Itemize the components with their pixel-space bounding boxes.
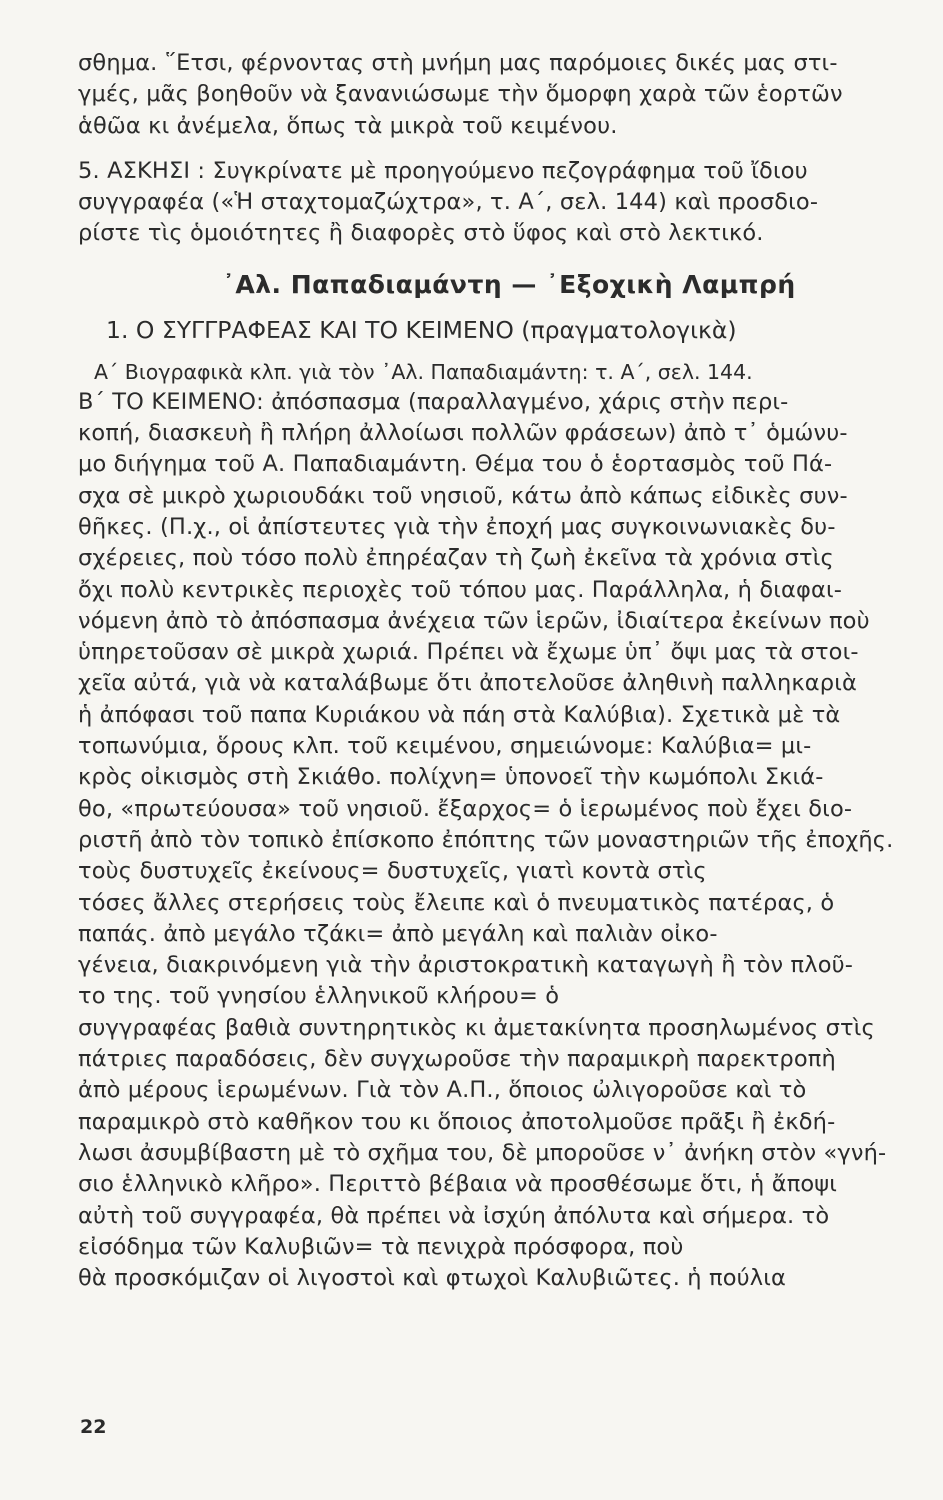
text-line: παπάς. ἀπὸ μεγάλο τζάκι= ἀπὸ μεγάλη καὶ παλιὰν οἰκο- [78, 920, 718, 947]
text-line: σχα σὲ μικρὸ χωριουδάκι τοῦ νησιοῦ, κάτω ἀπὸ κάπως εἰδικὲς συν- [78, 482, 848, 509]
text-line: 5. ΑΣΚΗΣΙ : Συγκρίνατε μὲ προηγούμενο πεζογράφημα τοῦ ἴδιου [78, 157, 808, 184]
page-content [78, 48, 910, 1294]
text-line: σιο ἑλληνικὸ κλῆρο». Περιττὸ βέβαια νὰ προσθέσωμε ὅτι, ἡ ἄποψι [78, 1171, 838, 1198]
text-line: συγγραφέα («Ἡ σταχτομαζώχτρα», τ. Α΄, σελ. 144) καὶ προσδιο- [78, 189, 819, 216]
exercise-paragraph [78, 156, 910, 250]
text-line: συγγραφέας βαθιὰ συντηρητικὸς κι ἀμετακίνητα προσηλωμένος στὶς [78, 1014, 875, 1041]
text-line: χεῖα αὐτά, γιὰ νὰ καταλάβωμε ὅτι ἀποτελοῦσε ἀληθινὴ παλληκαριὰ [78, 670, 857, 697]
text-line: αὐτὴ τοῦ συγγραφέα, θὰ πρέπει νὰ ἰσχύη ἀπόλυτα καὶ σήμερα. τὸ [78, 1202, 830, 1229]
text-line: ἁθῶα κι ἀνέμελα, ὅπως τὰ μικρὰ τοῦ κειμένου. [78, 112, 618, 139]
text-line: μο διήγημα τοῦ Α. Παπαδιαμάντη. Θέμα του ὁ ἑορτασμὸς τοῦ Πά- [78, 451, 833, 478]
text-line: ὑπηρετοῦσαν σὲ μικρὰ χωριά. Πρέπει νὰ ἔχωμε ὑπ᾽ ὄψι μας τὰ στοι- [78, 639, 859, 666]
biography-reference: Α΄ Βιογραφικὰ κλπ. γιὰ τὸν ᾽Αλ. Παπαδιαμάντη: τ. Α΄, σελ. 144. [94, 359, 753, 384]
text-line: το της. τοῦ γνησίου ἑλληνικοῦ κλήρου= ὁ [78, 983, 560, 1010]
text-line: λωσι ἀσυμβίβαστη μὲ τὸ σχῆμα του, δὲ μποροῦσε ν᾽ ἀνήκη στὸν «γνή- [78, 1139, 887, 1166]
text-line: εἰσόδημα τῶν Καλυβιῶν= τὰ πενιχρὰ πρόσφορα, ποὺ [78, 1233, 684, 1260]
text-line: σχέρειες, ποὺ τόσο πολὺ ἐπηρέαζαν τὴ ζωὴ ἐκεῖνα τὰ χρόνια στὶς [78, 545, 834, 572]
section-title: 1. Ο ΣΥΓΓΡΑΦΕΑΣ ΚΑΙ ΤΟ ΚΕΙΜΕΝΟ (πραγματολογικὰ) [106, 315, 737, 344]
text-line: τόσες ἄλλες στερήσεις τοὺς ἔλειπε καὶ ὁ πνευματικὸς πατέρας, ὁ [78, 889, 835, 916]
text-line: γμές, μᾶς βοηθοῦν νὰ ξανανιώσωμε τὴν ὅμορφη χαρὰ τῶν ἑορτῶν [78, 81, 843, 108]
text-line: θῆκες. (Π.χ., οἱ ἀπίστευτες γιὰ τὴν ἐποχή μας συγκοινωνιακὲς δυ- [78, 513, 836, 540]
text-line: ὄχι πολὺ κεντρικὲς περιοχὲς τοῦ τόπου μας. Παράλληλα, ἡ διαφαι- [78, 576, 843, 603]
text-line: κρὸς οἰκισμὸς στὴ Σκιάθο. πολίχνη= ὑπονοεῖ τὴν κωμόπολι Σκιά- [78, 764, 824, 791]
text-line: ἡ ἀπόφασι τοῦ παπα Κυριάκου νὰ πάη στὰ Καλύβια). Σχετικὰ μὲ τὰ [78, 701, 841, 728]
text-line: παραμικρὸ στὸ καθῆκον του κι ὅποιος ἀποτολμοῦσε πρᾶξι ἢ ἐκδή- [78, 1108, 836, 1135]
text-line: ἀπὸ μέρους ἱερωμένων. Γιὰ τὸν Α.Π., ὅποιος ὠλιγοροῦσε καὶ τὸ [78, 1077, 807, 1104]
body-paragraph [78, 387, 910, 1295]
text-line: τοπωνύμια, ὅρους κλπ. τοῦ κειμένου, σημειώνομε: Καλύβια= μι- [78, 733, 812, 760]
text-line: Β΄ ΤΟ ΚΕΙΜΕΝΟ: ἀπόσπασμα (παραλλαγμένο, χάρις στὴν περι- [78, 388, 789, 415]
intro-paragraph [78, 48, 910, 142]
text-line: σθημα. ῞Ετσι, φέρνοντας στὴ μνήμη μας παρόμοιες δικές μας στι- [78, 50, 838, 76]
text-line: θὰ προσκόμιζαν οἱ λιγοστοὶ καὶ φτωχοὶ Καλυβιῶτες. ἡ πούλια [78, 1265, 787, 1292]
text-line: τοὺς δυστυχεῖς ἐκείνους= δυστυχεῖς, γιατὶ κοντὰ στὶς [78, 858, 707, 885]
text-line: ρίστε τὶς ὁμοιότητες ἢ διαφορὲς στὸ ὕφος καὶ στὸ λεκτικό. [78, 220, 764, 247]
text-line: γένεια, διακρινόμενη γιὰ τὴν ἀριστοκρατικὴ καταγωγὴ ἢ τὸν πλοῦ- [78, 952, 854, 979]
page-number: 22 [80, 1416, 107, 1438]
chapter-heading: ᾽Αλ. Παπαδιαμάντη — ᾽Εξοχικὴ Λαμπρή [222, 269, 796, 299]
text-line: ριστῆ ἀπὸ τὸν τοπικὸ ἐπίσκοπο ἐπόπτης τῶν μοναστηριῶν τῆς ἐποχῆς. [78, 826, 894, 853]
text-line: πάτριες παραδόσεις, δὲν συγχωροῦσε τὴν παραμικρὴ παρεκτροπὴ [78, 1046, 836, 1073]
text-line: νόμενη ἀπὸ τὸ ἀπόσπασμα ἀνέχεια τῶν ἱερῶν, ἰδιαίτερα ἐκείνων ποὺ [78, 607, 870, 634]
text-line: θο, «πρωτεύουσα» τοῦ νησιοῦ. ἔξαρχος= ὁ ἱερωμένος ποὺ ἔχει διο- [78, 795, 853, 822]
text-line: κοπή, διασκευὴ ἢ πλήρη ἀλλοίωσι πολλῶν φράσεων) ἀπὸ τ᾽ ὁμώνυ- [78, 420, 848, 447]
